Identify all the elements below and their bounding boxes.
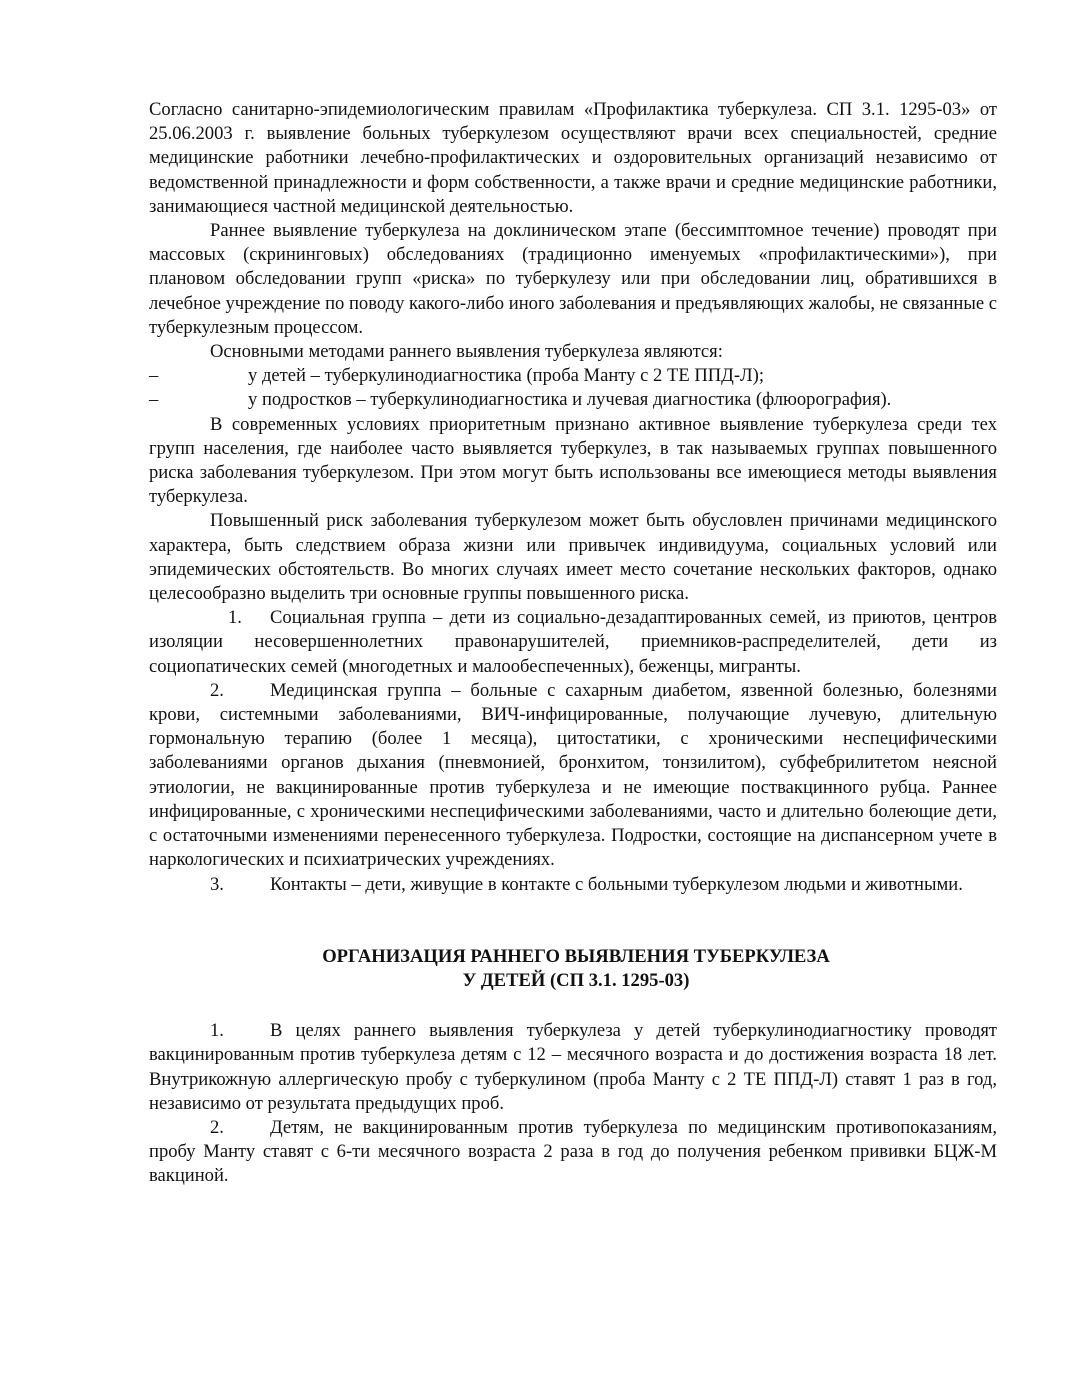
risk-group-item: [149, 873, 997, 897]
item-text: Медицинская группа – больные с сахарным диабетом, язвенной болезнью, болезнями крови, системными заболеваниями, ВИЧ-инфицированные, получающие лучевую, длительную гормональную терапию (более 1 месяца), цитостатики, с хроническими неспецифическими заболеваниями органов дыхания (пневмонией, бронхитом, тонзилитом), субфебрилитетом неясной этиологии, не вакцинированные против туберкулеза и не имеющие поствакцинного рубца. Раннее инфицированные, с хроническими неспецифическими заболеваниями, часто и длительно болеющие дети, с остаточными изменениями перенесенного туберкулеза. Подростки, состоящие на диспансерном учете в наркологических и психиатрических учреждениях.: [149, 679, 997, 871]
section-heading-line-2: У ДЕТЕЙ (СП 3.1. 1295-03): [462, 969, 690, 991]
risk-group-item: [149, 679, 997, 873]
risk-paragraph: Повышенный риск заболевания туберкулезом может быть обусловлен причинами медицинского характера, быть следствием образа жизни или привычек индивидуума, социальных условий или эпидемических обстоятельств. Во многих случаях имеет место сочетание нескольких факторов, однако целесообразно выделить три основные группы повышенного риска.: [149, 510, 997, 605]
list-item-text: у подростков – туберкулинодиагностика и лучевая диагностика (флюорография).: [248, 389, 892, 411]
item-text: В целях раннего выявления туберкулеза у детей туберкулинодиагностику проводят вакцинированным против туберкулеза детям с 12 – месячного возраста и до достижения возраста 18 лет. Внутрикожную аллергическую пробу с туберкулином (проба Манту с 2 ТЕ ППД-Л) ставят 1 раз в год, независимо от результата предыдущих проб.: [149, 1020, 997, 1114]
risk-group-item: [149, 606, 997, 679]
list-dash: –: [149, 389, 159, 411]
item-text: Детям, не вакцинированным против туберкулеза по медицинским противопоказаниям, пробу Манту ставят с 6-ти месячного возраста 2 раза в год до получения ребенком прививки БЦЖ-М вакциной.: [149, 1116, 997, 1187]
methods-intro: Основными методами раннего выявления туберкулеза являются:: [210, 341, 723, 363]
item-number: 2.: [210, 1116, 224, 1138]
section-spacer: [149, 897, 997, 945]
item-number: 1.: [210, 1020, 224, 1042]
document-page: [149, 98, 997, 1189]
modern-conditions-paragraph: В современных условиях приоритетным признано активное выявление туберкулеза среди тех групп населения, где наиболее часто выявляется туберкулез, в так называемых группах повышенного риска заболевания туберкулезом. При этом могут быть использованы все имеющиеся методы выявления туберкулеза.: [149, 413, 997, 508]
section-heading-line-1: ОРГАНИЗАЦИЯ РАННЕГО ВЫЯВЛЕНИЯ ТУБЕРКУЛЕЗА: [322, 945, 830, 967]
item-text: Социальная группа – дети из социально-дезадаптированных семей, из приютов, центров изоляции несовершеннолетних правонарушителей, приемников-распределителей, дети из социопатических семей (многодетных и малообеспеченных), беженцы, мигранты.: [149, 607, 997, 677]
list-item-text: у детей – туберкулинодиагностика (проба Манту с 2 ТЕ ППД-Л);: [248, 365, 765, 387]
organization-item: [149, 1019, 997, 1116]
heading-spacer: [149, 993, 997, 1019]
item-number: 2.: [210, 679, 224, 701]
list-dash: –: [149, 365, 159, 387]
methods-list-item: [149, 388, 997, 412]
item-text: Контакты – дети, живущие в контакте с больными туберкулезом людьми и животными.: [270, 873, 963, 895]
organization-item: [149, 1116, 997, 1189]
item-number: 3.: [210, 873, 224, 895]
methods-list-item: [149, 364, 997, 388]
early-detection-paragraph: Раннее выявление туберкулеза на доклиническом этапе (бессимптомное течение) проводят при массовых (скрининговых) обследованиях (традиционно именуемых «профилактическими»), при плановом обследовании групп «риска» по туберкулезу или при обследовании лиц, обратившихся в лечебное учреждение по поводу какого-либо иного заболевания и предъявляющих жалобы, не связанные с туберкулезным процессом.: [149, 220, 997, 338]
item-number: 1.: [228, 607, 242, 629]
intro-paragraph: Согласно санитарно-эпидемиологическим правилам «Профилактика туберкулеза. СП 3.1. 1295-03» от 25.06.2003 г. выявление больных туберкулезом осуществляют врачи всех специальностей, средние медицинские работники лечебно-профилактических и оздоровительных организаций независимо от ведомственной принадлежности и форм собственности, а также врачи и средние медицинские работники, занимающиеся частной медицинской деятельностью.: [149, 99, 997, 217]
